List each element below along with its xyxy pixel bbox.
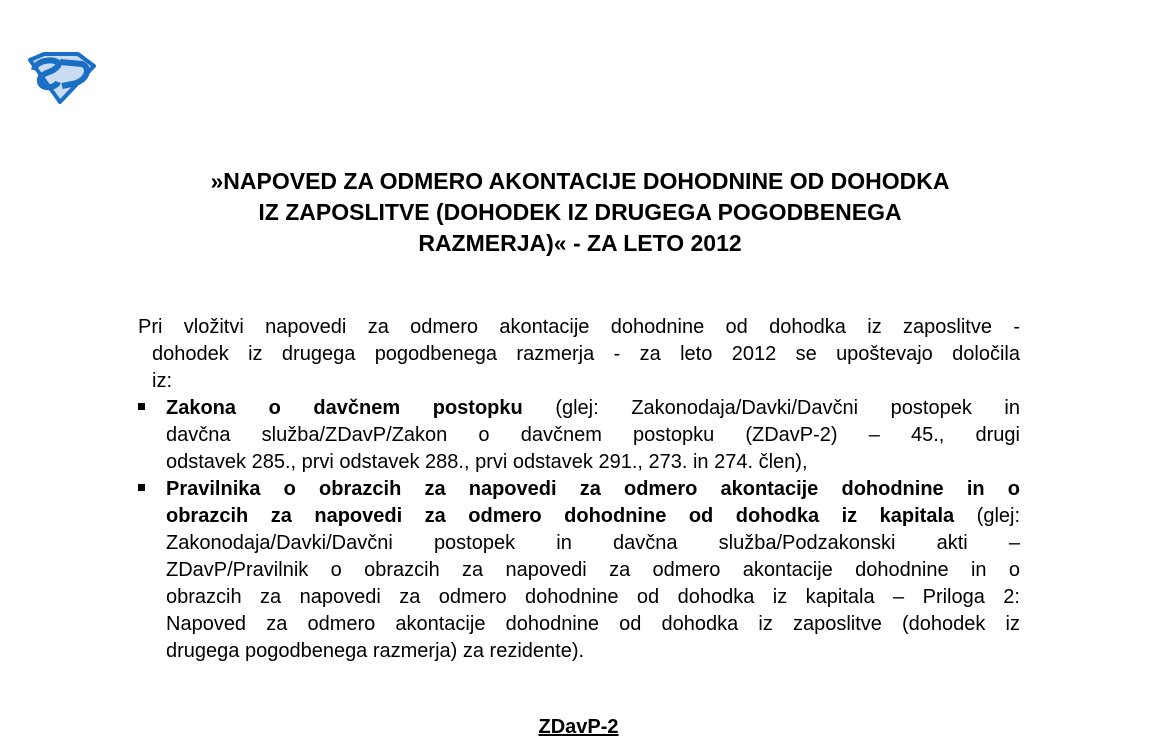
bullet-item-zakon <box>138 395 1020 476</box>
text: obrazcih za napovedi za odmero dohodnine od dohodka iz kapitala – Priloga 2: <box>166 586 1020 608</box>
text: iz: <box>152 370 172 392</box>
text-line <box>166 449 1020 476</box>
text-line <box>166 584 1020 611</box>
text-line <box>138 341 1020 368</box>
title-line: IZ ZAPOSLITVE (DOHODEK IZ DRUGEGA POGODBENEGA <box>258 199 902 225</box>
text: Zakonodaja/Davki/Davčni postopek in davčna služba/Podzakonski akti – <box>166 532 1020 554</box>
text: Pri vložitvi napovedi za odmero akontacije dohodnine od dohodka iz zaposlitve - <box>138 316 1020 338</box>
document-title <box>120 166 1040 259</box>
text-line <box>166 422 1020 449</box>
bold-text: obrazcih za napovedi za odmero dohodnine od dohodka iz kapitala <box>166 505 955 527</box>
bullet-icon <box>138 484 145 491</box>
text: (glej: <box>954 505 1021 527</box>
bullet-item-pravilnik <box>138 476 1020 665</box>
text: odstavek 285., prvi odstavek 288., prvi odstavek 291., 273. in 274. člen), <box>166 451 808 473</box>
text: dohodek iz drugega pogodbenega razmerja - za leto 2012 se upoštevajo določila <box>152 343 1020 365</box>
text: ZDavP/Pravilnik o obrazcih za napovedi za odmero akontacije dohodnine in o <box>166 559 1020 581</box>
text-line <box>138 368 1020 395</box>
bold-text: Pravilnika o obrazcih za napovedi za odmero akontacije dohodnine in o <box>166 478 1020 500</box>
bullet-icon <box>138 403 145 410</box>
text-line <box>138 314 1020 341</box>
section-heading: ZDavP-2 <box>538 716 619 738</box>
text: (glej: Zakonodaja/Davki/Davčni postopek in <box>522 397 1020 419</box>
text-line <box>166 530 1020 557</box>
title-line: RAZMERJA)« - ZA LETO 2012 <box>418 230 742 256</box>
text: Napoved za odmero akontacije dohodnine od dohodka iz zaposlitve (dohodek iz <box>166 613 1020 635</box>
text-line <box>166 476 1020 503</box>
text-line <box>166 503 1020 530</box>
text-line <box>166 557 1020 584</box>
bold-text: Zakona o davčnem postopku <box>166 397 523 419</box>
title-line: »NAPOVED ZA ODMERO AKONTACIJE DOHODNINE OD DOHODKA <box>210 168 950 194</box>
text-line <box>166 638 1020 665</box>
text: davčna služba/ZDavP/Zakon o davčnem postopku (ZDavP-2) – 45., drugi <box>166 424 1020 446</box>
text-line <box>166 611 1020 638</box>
text: drugega pogodbenega razmerja) za rezidente). <box>166 640 585 662</box>
logo-icon <box>22 52 96 104</box>
text-line <box>166 395 1020 422</box>
intro-paragraph <box>138 314 1020 395</box>
